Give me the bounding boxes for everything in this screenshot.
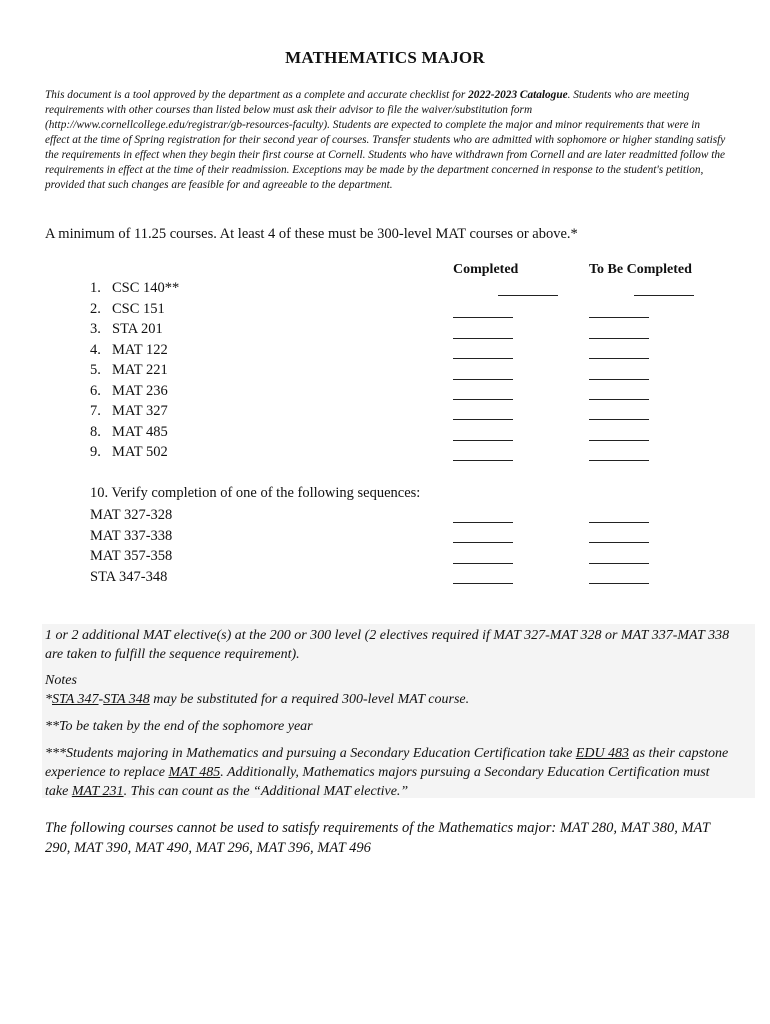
to-be-completed-blank-seq-1[interactable] xyxy=(589,522,649,523)
intro-text-rest: . Students who are meeting requirements with other courses than listed below must ask their advisor to file the waiver/substitution form (http://www.cornellcollege.edu/registrar/gb-resources-faculty). Students are expected to complete the major and minor requirements that were in effect at the time of Spring registration for their second year of courses. Transfer students who are admitted with sophomore or higher standing satisfy the requirements in effect when they begin their first course at Cornell. Students who have withdrawn from Cornell and are later readmitted follow the requirements in effect at the time of their readmission. Exceptions may be made by the department concerned in response to the student's petition, provided that such changes are feasible for and agreeable to the department. xyxy=(45,89,726,191)
note-1: *STA 347-STA 348 may be substituted for a required 300-level MAT course. xyxy=(45,692,470,707)
to-be-completed-blank-seq-4[interactable] xyxy=(589,583,649,584)
course-name: MAT 502 xyxy=(112,444,168,460)
to-be-completed-blank-4[interactable] xyxy=(589,358,649,359)
to-be-completed-blank-5[interactable] xyxy=(589,379,649,380)
sequence-item: MAT 357-358 xyxy=(90,548,173,564)
excluded-courses-note: The following courses cannot be used to satisfy requirements of the Mathematics major: MAT 280, MAT 380, MAT 290, MAT 390, MAT 490, MAT 296, MAT 396, MAT 496 xyxy=(45,820,710,856)
course-name: MAT 236 xyxy=(112,382,168,399)
completed-blank-seq-2[interactable] xyxy=(453,542,513,543)
sta-348-link[interactable]: STA 348 xyxy=(103,692,150,707)
course-name: CSC 151 xyxy=(112,300,165,317)
edu-483-link[interactable]: EDU 483 xyxy=(575,746,630,761)
completed-blank-3[interactable] xyxy=(453,338,513,339)
course-item: 1. CSC 140** xyxy=(90,280,180,296)
sequence-item: MAT 327-328 xyxy=(90,507,173,523)
to-be-completed-blank-1[interactable] xyxy=(634,295,694,296)
to-be-completed-blank-seq-2[interactable] xyxy=(589,542,649,543)
to-be-completed-header: To Be Completed xyxy=(589,262,692,277)
catalogue-year: 2022-2023 Catalogue xyxy=(468,89,568,101)
course-item: 8. MAT 485 xyxy=(90,423,168,440)
course-item: 9. MAT 502 xyxy=(90,444,168,460)
completed-blank-1[interactable] xyxy=(498,295,558,296)
completed-blank-seq-3[interactable] xyxy=(453,563,513,564)
sta-347-link[interactable]: STA 347 xyxy=(52,692,99,707)
course-name: MAT 221 xyxy=(112,362,168,378)
mat-231-link[interactable]: MAT 231 xyxy=(71,784,124,799)
page-title: MATHEMATICS MAJOR xyxy=(285,48,485,67)
course-item: 3. STA 201 xyxy=(90,321,163,337)
course-item: 6. MAT 236 xyxy=(90,382,168,399)
completed-blank-9[interactable] xyxy=(453,460,513,461)
completed-header: Completed xyxy=(453,262,519,277)
to-be-completed-blank-2[interactable] xyxy=(589,317,649,318)
course-name: MAT 327 xyxy=(112,403,168,419)
to-be-completed-blank-6[interactable] xyxy=(589,399,649,400)
course-item: 2. CSC 151 xyxy=(90,300,165,317)
to-be-completed-blank-seq-3[interactable] xyxy=(589,563,649,564)
completed-blank-7[interactable] xyxy=(453,419,513,420)
to-be-completed-blank-9[interactable] xyxy=(589,460,649,461)
notes-heading: Notes xyxy=(45,673,77,688)
sequence-item: MAT 337-338 xyxy=(90,527,173,544)
sequence-intro: 10. Verify completion of one of the following sequences: xyxy=(90,485,421,501)
to-be-completed-blank-3[interactable] xyxy=(589,338,649,339)
sequence-list xyxy=(90,505,172,587)
to-be-completed-blank-8[interactable] xyxy=(589,440,649,441)
course-item: 5. MAT 221 xyxy=(90,362,168,378)
intro-paragraph xyxy=(45,88,727,193)
course-name: MAT 122 xyxy=(112,341,168,358)
mat-485-link[interactable]: MAT 485 xyxy=(168,765,221,780)
note-3: ***Students majoring in Mathematics and pursuing a Secondary Education Certification take EDU 483 as their capstone experience to replace MAT 485. Additionally, Mathematics majors pursuing a Secondary Education Certification must take MAT 231. This can count as the “Additional MAT elective.” xyxy=(45,746,729,799)
minimum-requirement: A minimum of 11.25 courses. At least 4 of these must be 300-level MAT courses or above.* xyxy=(45,226,578,242)
completed-blank-5[interactable] xyxy=(453,379,513,380)
sequence-item: STA 347-348 xyxy=(90,568,168,585)
course-list xyxy=(90,278,179,463)
course-item: 7. MAT 327 xyxy=(90,403,168,419)
completed-blank-seq-4[interactable] xyxy=(453,583,513,584)
course-name: CSC 140** xyxy=(112,280,180,296)
completed-blank-2[interactable] xyxy=(453,317,513,318)
intro-text-start: This document is a tool approved by the department as a complete and accurate checklist for xyxy=(45,89,469,101)
to-be-completed-blank-7[interactable] xyxy=(589,419,649,420)
completed-blank-8[interactable] xyxy=(453,440,513,441)
completed-blank-4[interactable] xyxy=(453,358,513,359)
course-item: 4. MAT 122 xyxy=(90,341,168,358)
note-2: **To be taken by the end of the sophomore year xyxy=(45,719,313,734)
course-name: STA 201 xyxy=(112,321,163,337)
elective-note: 1 or 2 additional MAT elective(s) at the 200 or 300 level (2 electives required if MAT 327-MAT 328 or MAT 337-MAT 338 are taken to fulfill the sequence requirement). xyxy=(45,628,730,662)
course-name: MAT 485 xyxy=(112,423,168,440)
completed-blank-6[interactable] xyxy=(453,399,513,400)
completed-blank-seq-1[interactable] xyxy=(453,522,513,523)
